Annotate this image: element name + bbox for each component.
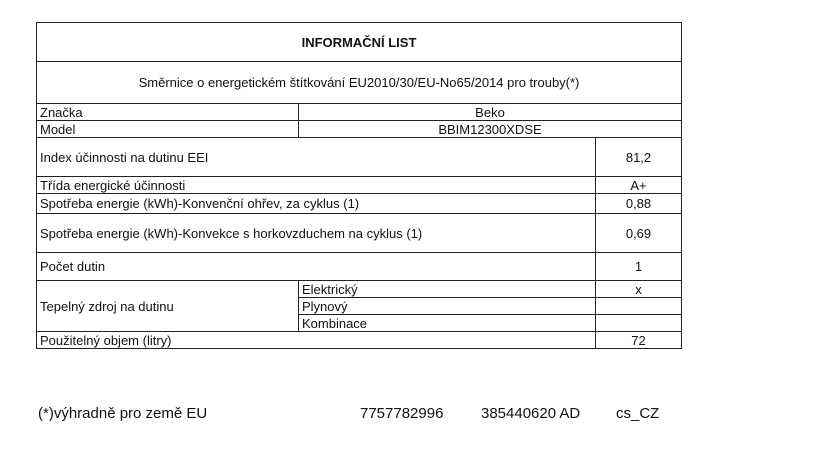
heat-source-value-combination bbox=[596, 315, 682, 332]
footer bbox=[38, 405, 668, 427]
information-sheet bbox=[36, 22, 681, 349]
title-row bbox=[37, 23, 682, 62]
volume-label: Použitelný objem (litry) bbox=[37, 332, 596, 349]
convection-label: Spotřeba energie (kWh)-Konvekce s horkovzduchem na cyklus (1) bbox=[37, 214, 596, 253]
footer-code-2: 385440620 AD bbox=[481, 405, 581, 422]
cavities-value: 1 bbox=[596, 253, 682, 281]
eei-row bbox=[37, 138, 682, 177]
efficiency-class-label: Třída energické účinnosti bbox=[37, 177, 596, 194]
directive-text: Směrnice o energetickém štítkování EU2010/30/EU-No65/2014 pro trouby(*) bbox=[37, 62, 682, 104]
volume-value: 72 bbox=[596, 332, 682, 349]
heat-source-option-electric: Elektrický bbox=[299, 281, 596, 298]
convection-row bbox=[37, 214, 682, 253]
efficiency-class-value: A+ bbox=[596, 177, 682, 194]
model-label: Model bbox=[37, 121, 299, 138]
sheet-title: INFORMAČNÍ LIST bbox=[37, 23, 682, 62]
conventional-value: 0,88 bbox=[596, 194, 682, 214]
conventional-label: Spotřeba energie (kWh)-Konvenční ohřev, za cyklus (1) bbox=[37, 194, 596, 214]
brand-label: Značka bbox=[37, 104, 299, 121]
convection-value: 0,69 bbox=[596, 214, 682, 253]
heat-source-label: Tepelný zdroj na dutinu bbox=[37, 281, 299, 332]
model-value: BBIM12300XDSE bbox=[299, 121, 682, 138]
footer-locale: cs_CZ bbox=[616, 405, 660, 422]
cavities-row bbox=[37, 253, 682, 281]
footer-code-1: 7757782996 bbox=[360, 405, 444, 422]
eei-label: Index účinnosti na dutinu EEI bbox=[37, 138, 596, 177]
heat-source-row-electric bbox=[37, 281, 682, 298]
cavities-label: Počet dutin bbox=[37, 253, 596, 281]
footer-note: (*)výhradně pro země EU bbox=[38, 405, 208, 422]
heat-source-value-electric: x bbox=[596, 281, 682, 298]
eei-value: 81,2 bbox=[596, 138, 682, 177]
heat-source-option-combination: Kombinace bbox=[299, 315, 596, 332]
directive-row bbox=[37, 62, 682, 104]
info-table bbox=[36, 22, 682, 349]
volume-row bbox=[37, 332, 682, 349]
efficiency-class-row bbox=[37, 177, 682, 194]
brand-value: Beko bbox=[299, 104, 682, 121]
heat-source-value-gas bbox=[596, 298, 682, 315]
model-row bbox=[37, 121, 682, 138]
conventional-row bbox=[37, 194, 682, 214]
brand-row bbox=[37, 104, 682, 121]
heat-source-option-gas: Plynový bbox=[299, 298, 596, 315]
